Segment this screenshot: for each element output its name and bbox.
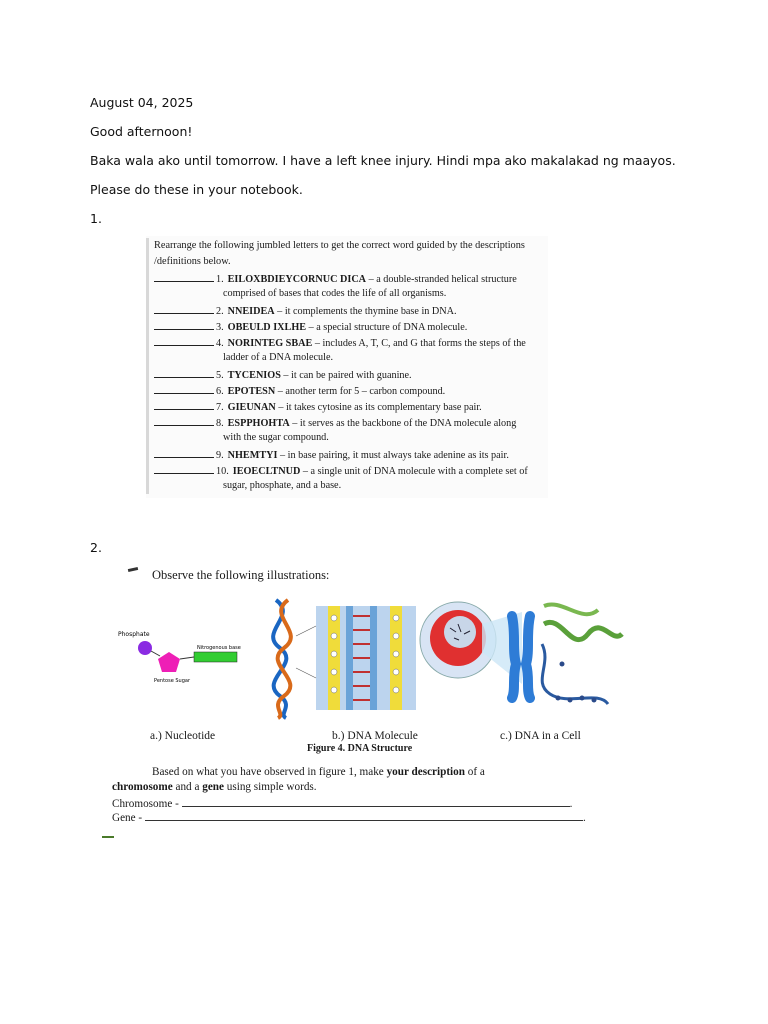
question-line-1: Based on what you have observed in figure 1, make your description of a [152,766,485,778]
figure-caption: Figure 4. DNA Structure [307,743,413,754]
exercise-2-image [100,560,640,850]
answer-blank [154,400,214,410]
list-item-continuation: with the sugar compound. [223,432,329,443]
phosphate-shape [138,641,152,655]
answer-blank [154,464,214,474]
answer-blank [154,272,214,282]
observe-instruction: Observe the following illustrations: [152,568,330,582]
exercise-1-image [146,236,548,498]
list-item: 6. EPOTESN – another term for 5 – carbon compound. [154,384,445,397]
list-item: 3. OBEULD IXLHE – a special structure of DNA molecule. [154,320,467,333]
caption-nucleotide: a.) Nucleotide [150,730,216,742]
list-item: 2. NNEIDEA – it complements the thymine base in DNA. [154,304,457,317]
exercise-1-intro-line2: /definitions below. [154,256,231,267]
instruction-text: Please do these in your notebook. [90,182,303,197]
list-item: 8. ESPPHOHTA – it serves as the backbone of the DNA molecule along [154,416,516,429]
phosphate-label: Phosphate [118,631,150,638]
list-item-continuation: sugar, phosphate, and a base. [223,480,342,491]
message-text: Baka wala ako until tomorrow. I have a left knee injury. Hindi mpa ako makalakad ng maayos. [90,153,676,168]
answer-blank [154,368,214,378]
scan-mark [128,567,138,572]
pentose-sugar-shape [158,652,180,672]
caption-dna-in-cell: c.) DNA in a Cell [500,730,581,742]
nitrogenous-base-shape [194,652,237,662]
date-text: August 04, 2025 [90,95,194,110]
greeting-text: Good afternoon! [90,124,193,139]
answer-blank [154,320,214,330]
answer-underline [182,796,570,807]
list-item: 5. TYCENIOS – it can be paired with guanine. [154,368,412,381]
chromosome-answer-line: Chromosome - . [112,798,573,810]
answer-blank [154,336,214,346]
list-item-continuation: ladder of a DNA molecule. [223,352,334,363]
dna-in-cell-illustration [412,594,627,720]
exercise-1-number: 1. [90,211,102,226]
answer-blank [154,384,214,394]
nitrogenous-base-label: Nitrogenous base [197,645,241,651]
answer-blank [154,448,214,458]
dna-molecule-illustration [258,596,428,720]
list-item: 9. NHEMTYI – in base pairing, it must always take adenine as its pair. [154,448,509,461]
image-border [146,238,149,494]
list-item: 10. IEOECLTNUD – a single unit of DNA molecule with a complete set of [154,464,528,477]
exercise-2-number: 2. [90,540,102,555]
list-item: 4. NORINTEG SBAE – includes A, T, C, and G that forms the steps of the [154,336,526,349]
answer-blank [154,304,214,314]
list-item-continuation: comprised of bases that codes the life of all organisms. [223,288,447,299]
exercise-1-intro-line1: Rearrange the following jumbled letters to get the correct word guided by the descriptions [154,240,525,251]
pentose-sugar-label: Pentose Sugar [154,678,191,684]
caption-dna-molecule: b.) DNA Molecule [332,730,418,742]
list-item: 1. EILOXBDIEYCORNUC DICA – a double-stranded helical structure [154,272,517,285]
list-item: 7. GIEUNAN – it takes cytosine as its complementary base pair. [154,400,482,413]
scan-mark [102,836,114,838]
gene-answer-line: Gene - . [112,812,586,824]
question-line-2: chromosome and a gene using simple words. [112,781,317,793]
answer-blank [154,416,214,426]
nucleotide-illustration [114,620,264,690]
answer-underline [145,810,583,821]
